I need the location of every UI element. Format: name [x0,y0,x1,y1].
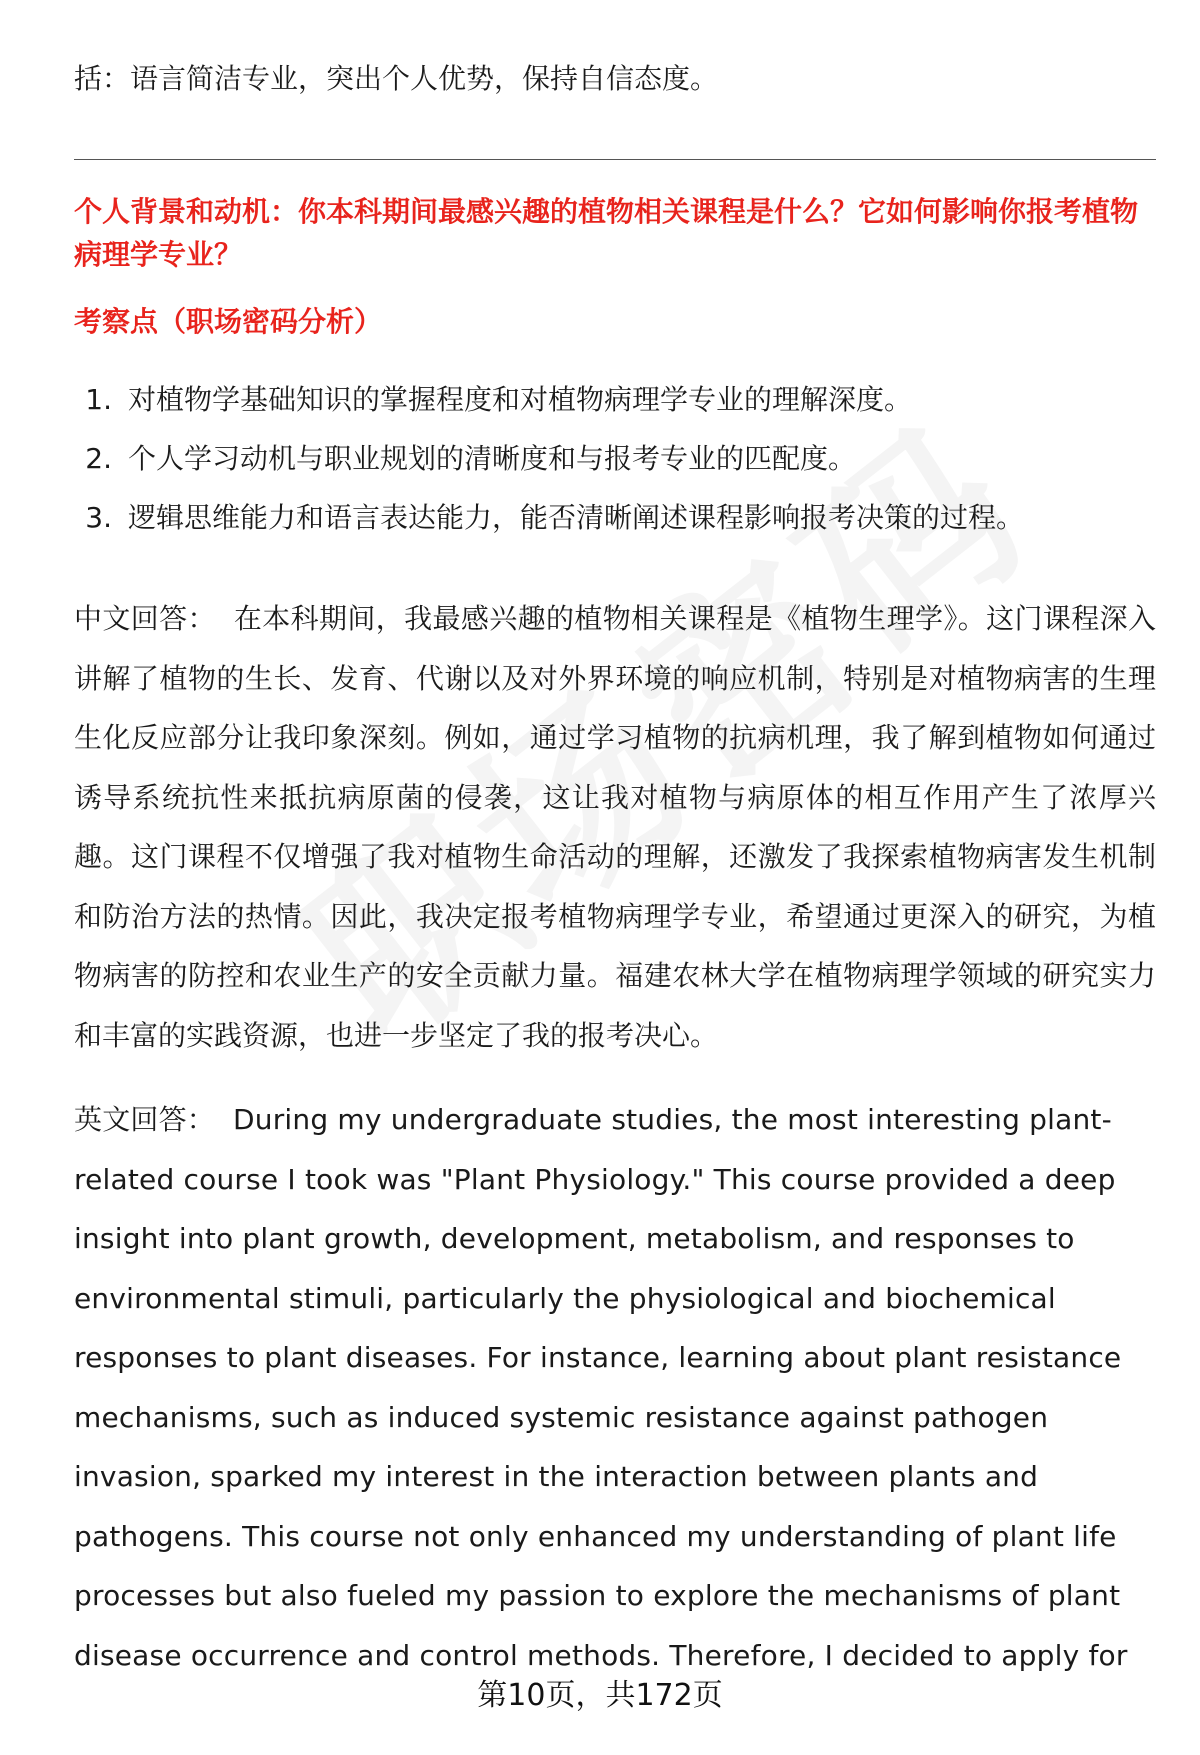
list-item-text: 对植物学基础知识的掌握程度和对植物病理学专业的理解深度。 [128,383,913,416]
list-item-number: 2. [85,442,112,475]
chinese-answer [74,589,1156,1065]
list-item-text: 逻辑思维能力和语言表达能力，能否清晰阐述课程影响报考决策的过程。 [128,501,1025,534]
list-item [74,498,1156,557]
page-number-footer: 第10页，共172页 [477,1678,723,1713]
assessment-points-heading: 考察点（职场密码分析） [74,305,383,338]
list-item [74,380,1156,439]
section-divider [74,159,1156,160]
chinese-answer-text: 在本科期间，我最感兴趣的植物相关课程是《植物生理学》。这门课程深入讲解了植物的生长、发育、代谢以及对外界环境的响应机制，特别是对植物病害的生理生化反应部分让我印象深刻。例如，通过学习植物的抗病机理，我了解到植物如何通过诱导系统抗性来抵抗病原菌的侵袭，这让我对植物与病原体的相互作用产生了浓厚兴趣。这门课程不仅增强了我对植物生命活动的理解，还激发了我探索植物病害发生机制和防治方法的热情。因此，我决定报考植物病理学专业，希望通过更深入的研究，为植物病害的防控和农业生产的安全贡献力量。福建农林大学在植物病理学领域的研究实力和丰富的实践资源，也进一步坚定了我的报考决心。 [74,602,1156,1052]
english-answer-label: 英文回答： [74,1103,216,1136]
previous-answer-tail: 括：语言简洁专业，突出个人优势，保持自信态度。 [74,62,719,95]
english-answer-text: During my undergraduate studies, the most interesting plant-related course I took was "Plant Physiology." This course provided a deep insight into plant growth, development, metabolism, and responses to environmental stimuli, particularly the physiological and biochemical responses to plant diseases. For instance, learning about plant resistance mechanisms, such as induced systemic resistance against pathogen invasion, sparked my interest in the interaction between plants and pathogens. This course not only enhanced my understanding of plant life processes but also fueled my passion to explore the mechanisms of plant disease occurrence and control methods. Therefore, I decided to apply for [74,1103,1128,1672]
question-heading: 个人背景和动机：你本科期间最感兴趣的植物相关课程是什么？它如何影响你报考植物病理学专业？ [74,195,1139,271]
list-item-number: 1. [85,383,112,416]
list-item [74,439,1156,498]
list-item-number: 3. [85,501,112,534]
english-answer [74,1090,1139,1685]
assessment-points-list [74,380,1156,557]
chinese-answer-label: 中文回答： [74,602,216,635]
list-item-text: 个人学习动机与职业规划的清晰度和与报考专业的匹配度。 [128,442,857,475]
